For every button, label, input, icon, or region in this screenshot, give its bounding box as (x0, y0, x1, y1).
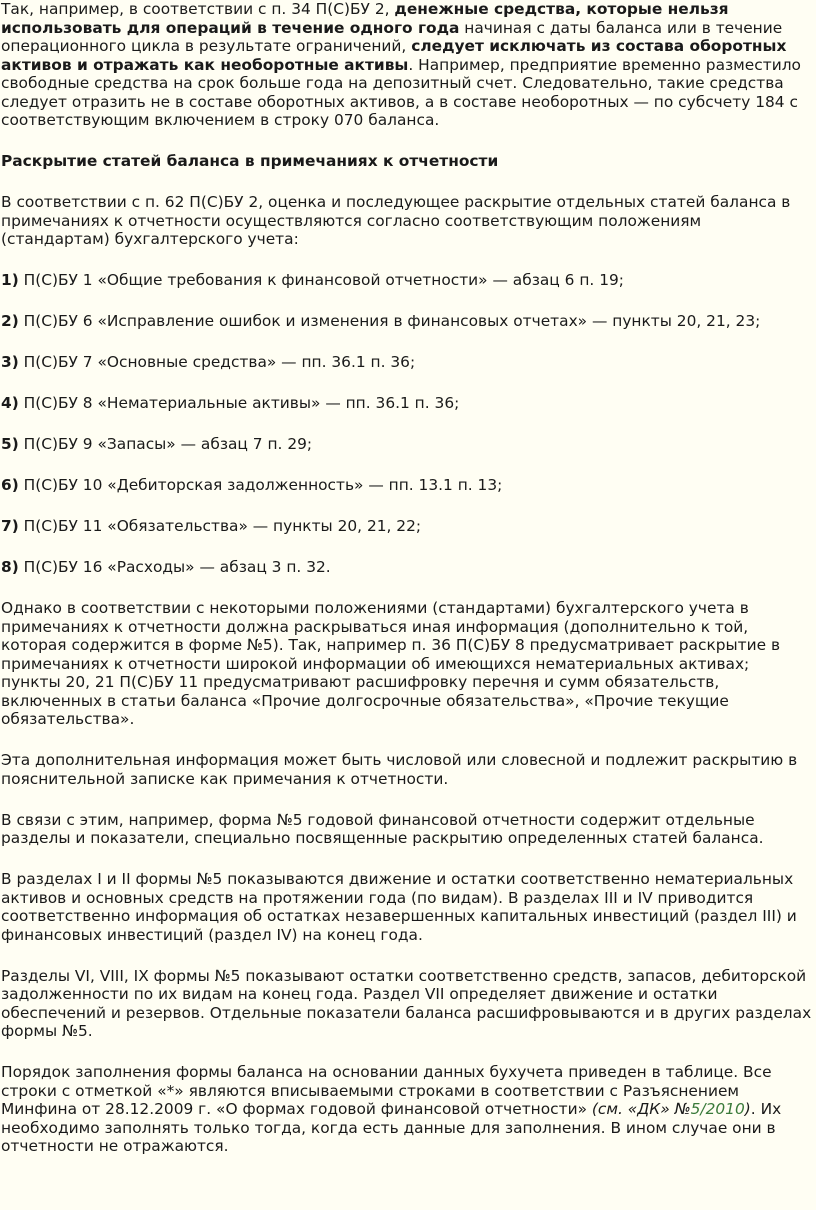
list-item (1, 558, 812, 577)
list-item (1, 476, 812, 495)
list-item-number: 3) (1, 353, 19, 371)
list-item-text: П(С)БУ 1 «Общие требования к финансовой отчетности» — абзац 6 п. 19; (18, 271, 624, 289)
reference-suffix: ) (744, 1100, 751, 1118)
list-item-number: 2) (1, 312, 19, 330)
list-item-text: П(С)БУ 8 «Нематериальные активы» — пп. 36.1 п. 36; (18, 394, 460, 412)
list-item-number: 6) (1, 476, 19, 494)
para8-text-2: . Их необходимо заполнять только тогда, когда есть данные для заполнения. В ином случае они в отчетности не отражаются. (1, 1100, 782, 1155)
para1-bold-2: следует исключать из состава оборотных активов и отражать как необоротные активы (1, 37, 787, 74)
list-item (1, 271, 812, 290)
journal-issue-link[interactable]: 5/2010 (690, 1100, 745, 1118)
para1-text-3: . Например, предприятие временно разместило свободные средства на срок больше года на депозитный счет. Следовательно, такие средства следует отразить не в составе оборотных активов, а в составе необоротных — по субсчету 184 с соответствующим включением в строку 070 баланса. (1, 55, 801, 129)
list-item (1, 394, 812, 413)
para1-text-1: Так, например, в соответствии с п. 34 П(С)БУ 2, (1, 0, 395, 18)
para1-text-2: начиная с даты баланса или в течение операционного цикла в результате ограничений, (1, 18, 783, 55)
section-heading: Раскрытие статей баланса в примечаниях к отчетности (1, 152, 499, 170)
list-item (1, 435, 812, 454)
standards-list (1, 271, 812, 577)
list-item-text: П(С)БУ 16 «Расходы» — абзац 3 п. 32. (18, 558, 331, 576)
paragraph-info-type: Эта дополнительная информация может быть числовой или словесной и подлежит раскрытию в пояснительной записке как примечания к отчетности. (1, 751, 798, 788)
para8-text-1: Порядок заполнения формы баланса на основании данных бухучета приведен в таблице. Все строки с отметкой «*» являются вписываемыми строками в соответствии с Разъяснением Минфина от 28.12.2009 г. «О формах годовой финансовой отчетности» (1, 1063, 772, 1118)
list-item-text: П(С)БУ 10 «Дебиторская задолженность» — пп. 13.1 п. 13; (18, 476, 503, 494)
list-item (1, 312, 812, 331)
paragraph-form5-sections: В связи с этим, например, форма №5 годовой финансовой отчетности содержит отдельные разделы и показатели, специально посвященные раскрытию определенных статей баланса. (1, 810, 764, 847)
list-item (1, 517, 812, 536)
list-item-text: П(С)БУ 7 «Основные средства» — пп. 36.1 п. 36; (18, 353, 416, 371)
paragraph-sections-i-iv: В разделах I и II формы №5 показываются движение и остатки соответственно нематериальных активов и основных средств на протяжении года (по видам). В разделах III и IV приводится соответственно информация об остатках незавершенных капитальных инвестиций (раздел III) и финансовых инвестиций (раздел IV) на конец года. (1, 870, 797, 944)
list-item-number: 4) (1, 394, 19, 412)
list-item (1, 353, 812, 372)
list-item-number: 8) (1, 558, 19, 576)
paragraph-sections-vi-ix: Разделы VI, VIII, IX формы №5 показывают остатки соответственно средств, запасов, дебиторской задолженности по их видам на конец года. Раздел VII определяет движение и остатки обеспечений и резервов. Отдельные показатели баланса расшифровываются и в других разделах формы №5. (1, 966, 812, 1040)
list-item-text: П(С)БУ 6 «Исправление ошибок и изменения в финансовых отчетах» — пункты 20, 21, 23; (18, 312, 761, 330)
paragraph-additional-info: Однако в соответствии с некоторыми положениями (стандартами) бухгалтерского учета в примечаниях к отчетности должна раскрываться иная информация (дополнительно к той, которая содержится в форме №5). Так, например п. 36 П(С)БУ 8 предусматривает раскрытие в примечаниях к отчетности широкой информации об имеющихся нематериальных активах; пункты 20, 21 П(С)БУ 11 предусматривают расшифровку перечня и сумм обязательств, включенных в статьи баланса «Прочие долгосрочные обязательства», «Прочие текущие обязательства». (1, 599, 781, 728)
list-item-text: П(С)БУ 11 «Обязательства» — пункты 20, 21, 22; (18, 517, 422, 535)
paragraph-fill-procedure (1, 1063, 812, 1156)
reference-prefix: (см. «ДК» № (591, 1100, 691, 1118)
list-item-number: 5) (1, 435, 19, 453)
list-item-number: 1) (1, 271, 19, 289)
list-item-number: 7) (1, 517, 19, 535)
paragraph-standards-intro: В соответствии с п. 62 П(С)БУ 2, оценка и последующее раскрытие отдельных статей баланса в примечаниях к отчетности осуществляются согласно соответствующим положениям (стандартам) бухгалтерского учета: (1, 193, 791, 248)
para1-bold-1: денежные средства, которые нельзя использовать для операций в течение одного года (1, 0, 729, 37)
paragraph-deposit-funds (1, 0, 812, 130)
list-item-text: П(С)БУ 9 «Запасы» — абзац 7 п. 29; (18, 435, 313, 453)
